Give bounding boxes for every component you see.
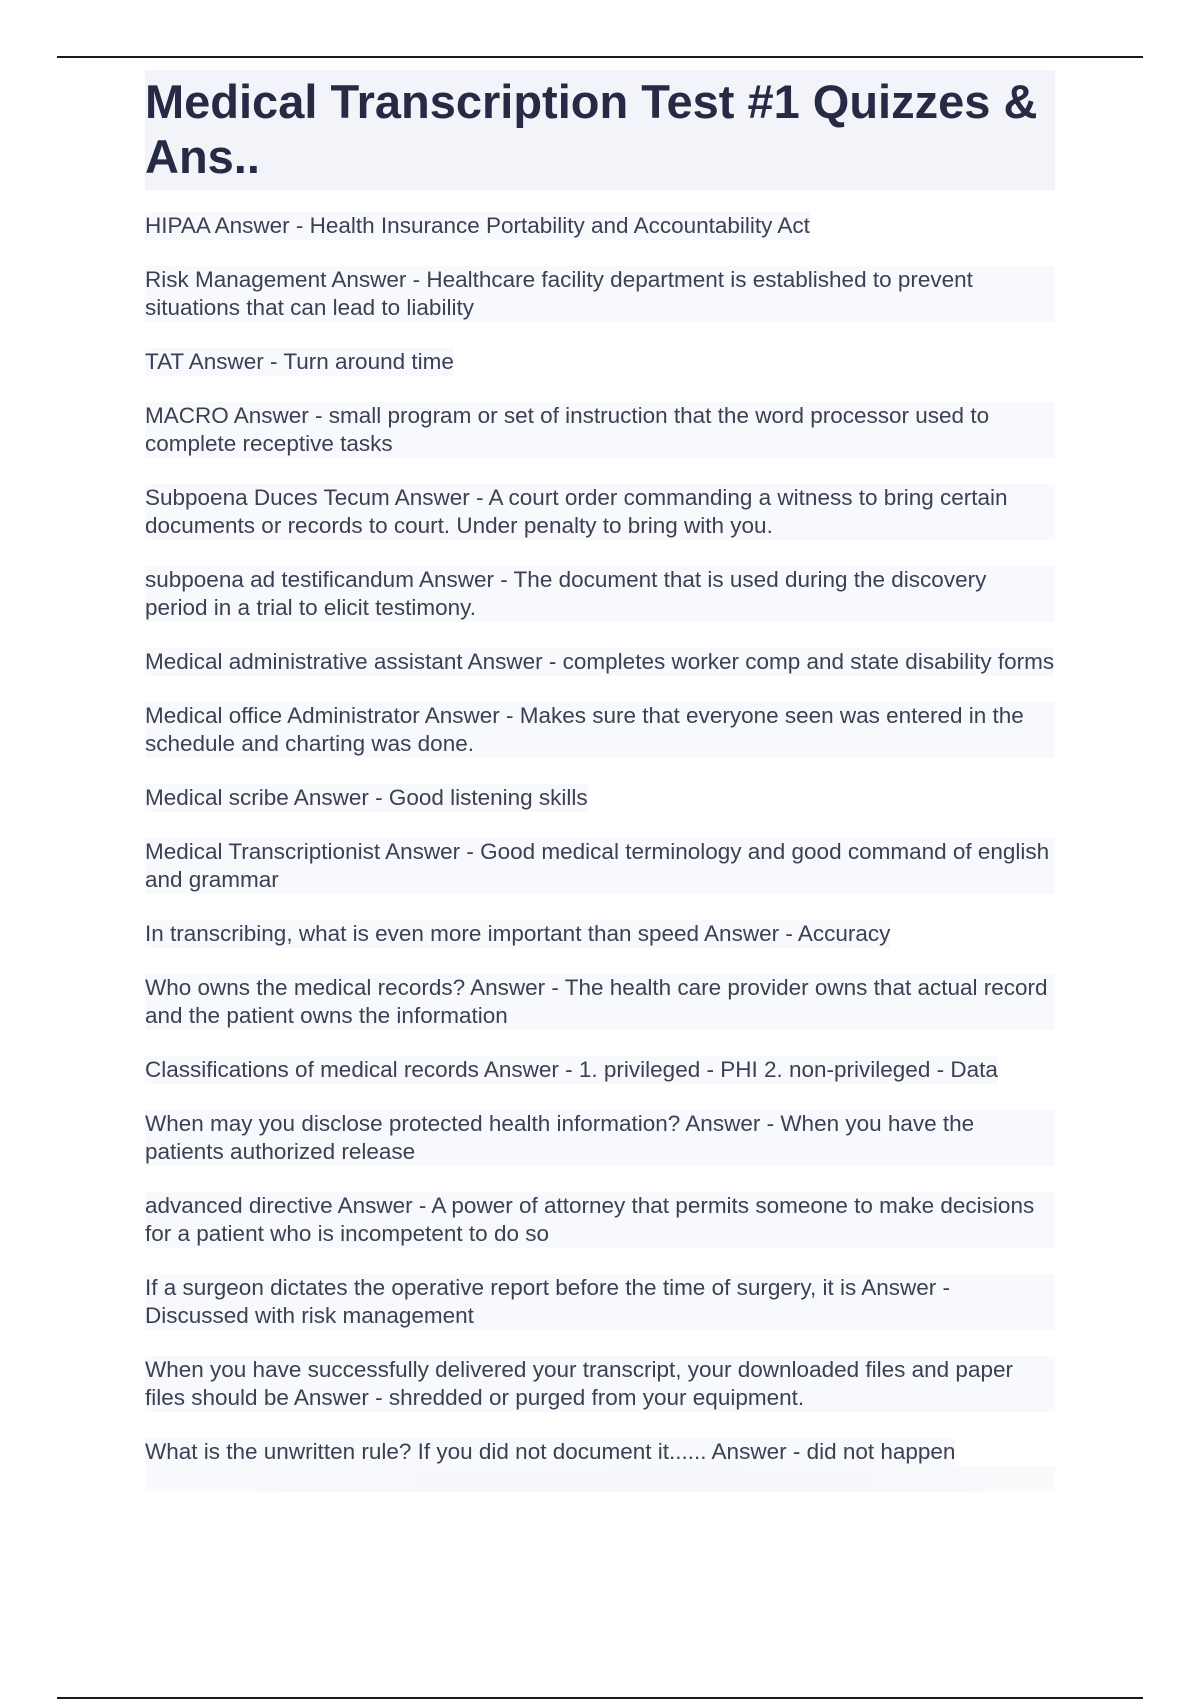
- document-page: [145, 70, 1055, 1492]
- qa-entry-subpoena-duces-tecum: Subpoena Duces Tecum Answer - A court order commanding a witness to bring certain documents or records to court. Under penalty to bring with you.: [145, 484, 1055, 540]
- qa-entry-medical-administrative-assistant: Medical administrative assistant Answer - completes worker comp and state disability forms: [145, 649, 1055, 674]
- qa-entry-record-classifications: Classifications of medical records Answer - 1. privileged - PHI 2. non-privileged - Data: [145, 1057, 998, 1082]
- qa-entry-risk-management: Risk Management Answer - Healthcare facility department is established to prevent situations that can lead to liability: [145, 266, 1055, 322]
- qa-entry-hipaa: HIPAA Answer - Health Insurance Portability and Accountability Act: [145, 213, 810, 238]
- qa-entry-accuracy: In transcribing, what is even more important than speed Answer - Accuracy: [145, 921, 891, 946]
- top-rule: [57, 56, 1143, 58]
- qa-entry-advanced-directive: advanced directive Answer - A power of attorney that permits someone to make decisions for a patient who is incompetent to do so: [145, 1192, 1055, 1248]
- qa-list: [145, 190, 1055, 1466]
- document-title: Medical Transcription Test #1 Quizzes & Ans..: [145, 70, 1055, 190]
- qa-entry-file-disposal: When you have successfully delivered your transcript, your downloaded files and paper files should be Answer - shredded or purged from your equipment.: [145, 1356, 1055, 1412]
- qa-entry-medical-office-administrator: Medical office Administrator Answer - Makes sure that everyone seen was entered in the schedule and charting was done.: [145, 702, 1055, 758]
- qa-entry-macro: MACRO Answer - small program or set of instruction that the word processor used to complete receptive tasks: [145, 402, 1055, 458]
- qa-entry-medical-scribe: Medical scribe Answer - Good listening skills: [145, 785, 588, 810]
- bottom-rule: [57, 1697, 1143, 1699]
- qa-entry-tat: TAT Answer - Turn around time: [145, 349, 454, 374]
- qa-entry-operative-report: If a surgeon dictates the operative report before the time of surgery, it is Answer - Discussed with risk management: [145, 1274, 1055, 1330]
- qa-entry-unwritten-rule: What is the unwritten rule? If you did not document it...... Answer - did not happen: [145, 1439, 956, 1464]
- qa-entry-record-ownership: Who owns the medical records? Answer - The health care provider owns that actual record and the patient owns the information: [145, 974, 1055, 1030]
- qa-entry-subpoena-ad-testificandum: subpoena ad testificandum Answer - The document that is used during the discovery period in a trial to elicit testimony.: [145, 566, 1055, 622]
- qa-entry-phi-disclosure: When may you disclose protected health information? Answer - When you have the patients authorized release: [145, 1110, 1055, 1166]
- qa-entry-medical-transcriptionist: Medical Transcriptionist Answer - Good medical terminology and good command of english and grammar: [145, 838, 1055, 894]
